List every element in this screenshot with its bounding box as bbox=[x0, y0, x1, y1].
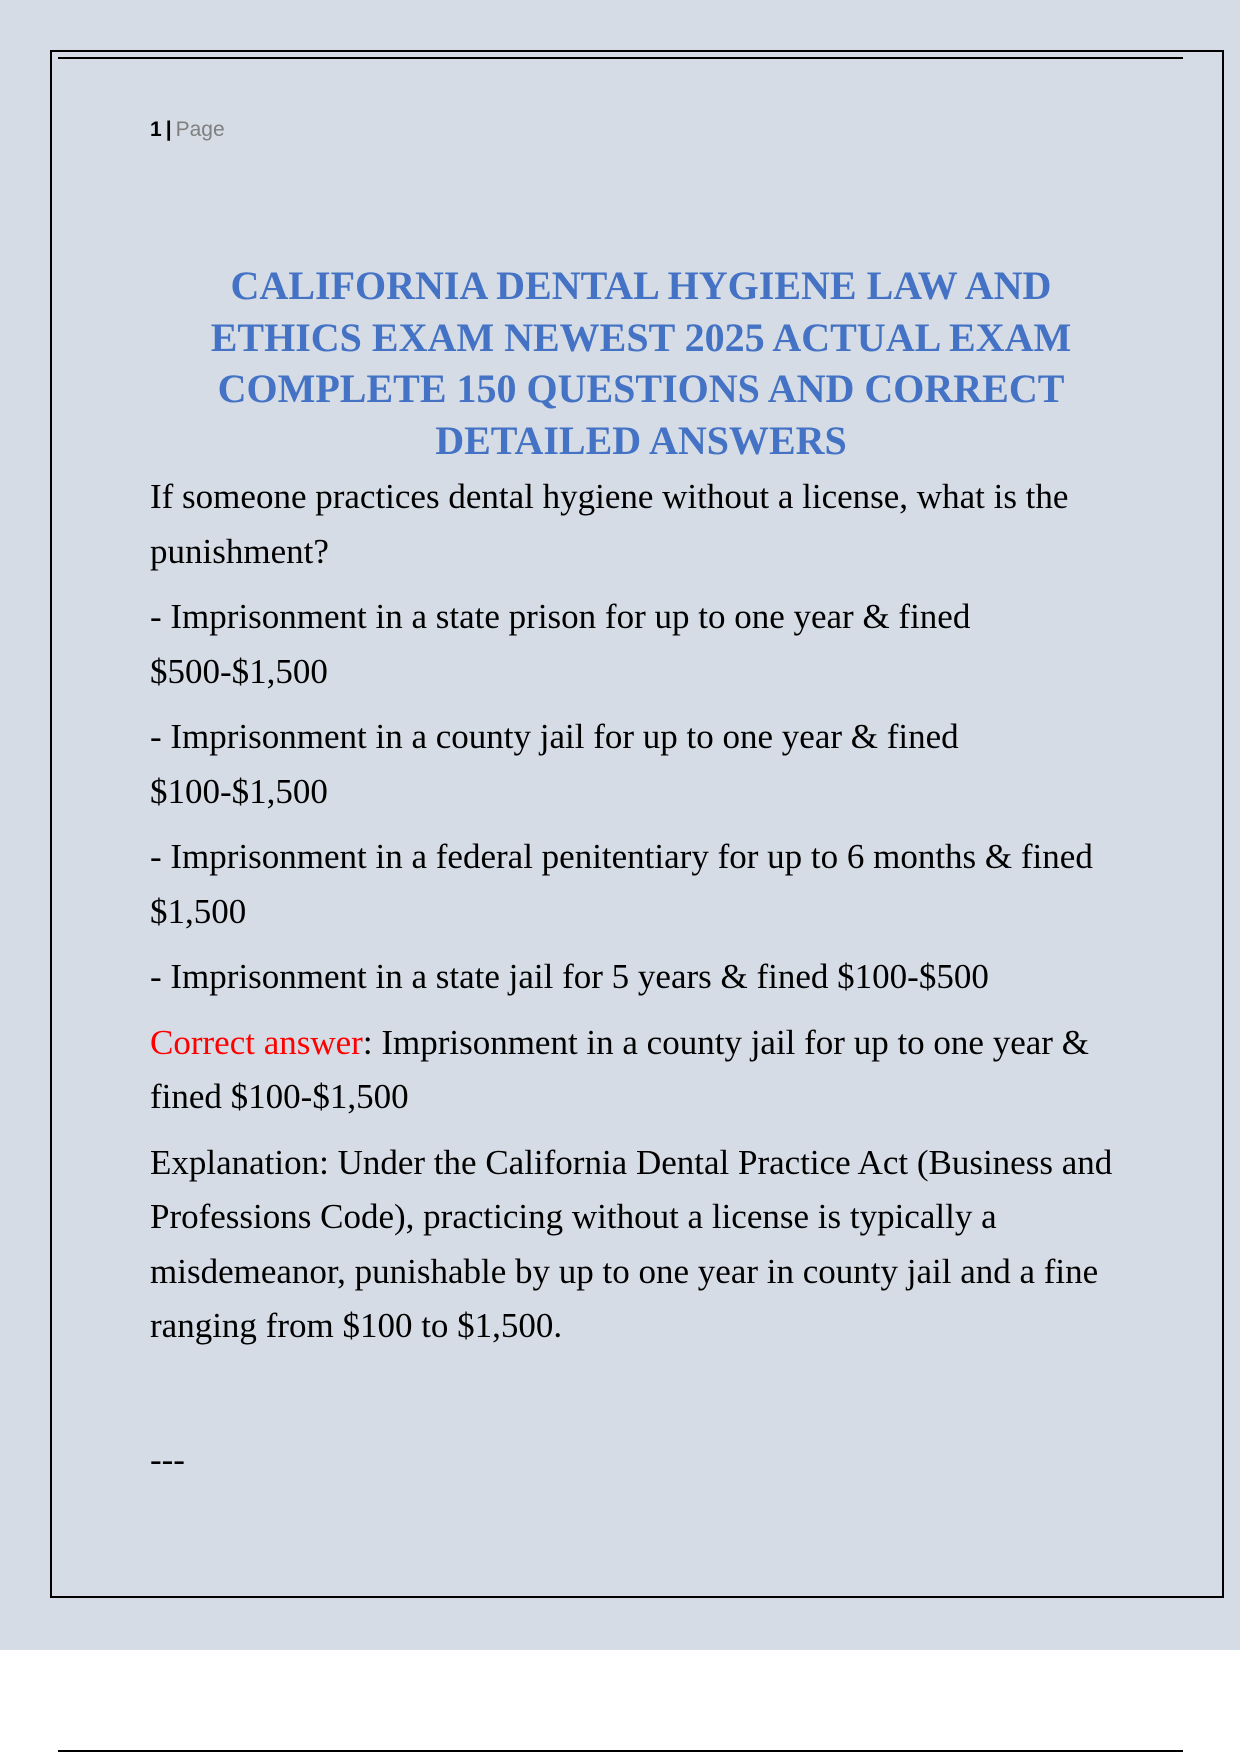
correct-answer-label: Correct answer bbox=[150, 1022, 363, 1062]
header-rule bbox=[58, 57, 1183, 59]
section-divider: --- bbox=[150, 1440, 185, 1479]
page-number: 1 bbox=[150, 118, 162, 141]
correct-answer-text: Imprisonment in a county jail for up to one year & fined $100-$1,500 bbox=[150, 1022, 1089, 1116]
page-number-header bbox=[150, 118, 225, 142]
page-word: Page bbox=[175, 118, 225, 141]
question-block bbox=[150, 470, 1140, 1365]
answer-option-2: - Imprisonment in a county jail for up to one year & fined $100-$1,500 bbox=[150, 717, 959, 811]
question-text: If someone practices dental hygiene without a license, what is the punishment? bbox=[150, 477, 1069, 571]
answer-option-1: - Imprisonment in a state prison for up to one year & fined $500-$1,500 bbox=[150, 597, 971, 691]
page-number-separator: | bbox=[165, 118, 172, 141]
answer-option-3: - Imprisonment in a federal penitentiary for up to 6 months & fined $1,500 bbox=[150, 837, 1093, 931]
correct-answer bbox=[150, 1016, 1140, 1125]
explanation: Explanation: Under the California Dental Practice Act (Business and Professions Code), practicing without a license is typically a misdemeanor, punishable by up to one year in county jail and a fine ranging from $100 to $1,500. bbox=[150, 1142, 1113, 1345]
next-page-rule bbox=[58, 1750, 1183, 1752]
document-title: CALIFORNIA DENTAL HYGIENE LAW AND ETHICS EXAM NEWEST 2025 ACTUAL EXAM COMPLETE 150 QUESTIONS AND CORRECT DETAILED ANSWERS bbox=[210, 263, 1072, 463]
correct-answer-colon: : bbox=[362, 1022, 373, 1062]
answer-option-4: - Imprisonment in a state jail for 5 years & fined $100-$500 bbox=[150, 957, 989, 996]
